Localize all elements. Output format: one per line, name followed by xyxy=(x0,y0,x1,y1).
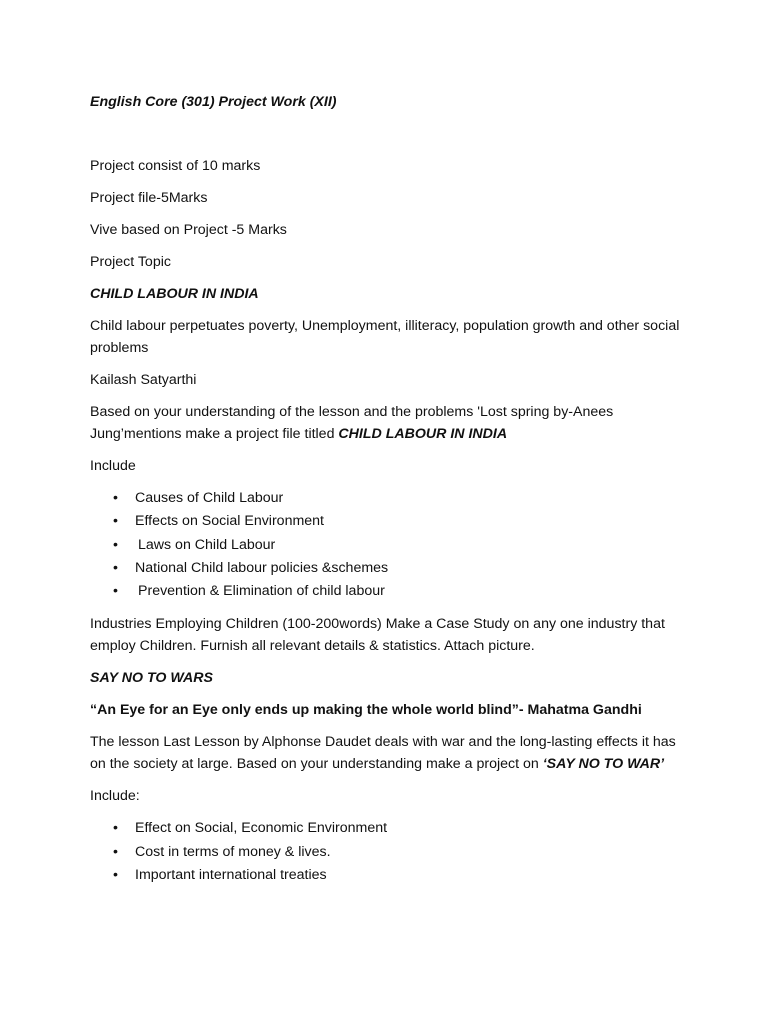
list-item: • Prevention & Elimination of child labour xyxy=(135,580,684,603)
lost-spring-paragraph-emphasis: CHILD LABOUR IN INDIA xyxy=(338,426,508,442)
list-item: • Important international treaties xyxy=(135,864,684,887)
intro-line-project-topic: Project Topic xyxy=(90,254,171,270)
last-lesson-paragraph-text: The lesson Last Lesson by Alphonse Daudet deals with war and the long-lasting effects it has on the society at large. Based on your understanding make a project on xyxy=(90,734,676,773)
intro-line-viva: Vive based on Project -5 Marks xyxy=(90,222,287,238)
list-item: • National Child labour policies &schemes xyxy=(135,557,684,580)
section-heading-say-no-to-wars: SAY NO TO WARS xyxy=(90,670,213,687)
gandhi-quote: “An Eye for an Eye only ends up making the whole world blind”- Mahatma Gandhi xyxy=(90,702,642,719)
author-name: Kailash Satyarthi xyxy=(90,372,197,388)
list-item: • Effect on Social, Economic Environment xyxy=(135,817,684,840)
case-study-paragraph: Industries Employing Children (100-200words) Make a Case Study on any one industry that employ Children. Furnish all relevant details & statistics. Attach picture. xyxy=(90,616,665,655)
intro-line-project-file: Project file-5Marks xyxy=(90,190,208,206)
document-title: English Core (301) Project Work (XII) xyxy=(90,94,337,110)
list-item: • Laws on Child Labour xyxy=(135,534,684,557)
list-item: • Cost in terms of money & lives. xyxy=(135,841,684,864)
section-heading-child-labour: CHILD LABOUR IN INDIA xyxy=(90,286,259,302)
last-lesson-paragraph xyxy=(90,731,684,775)
document-page xyxy=(90,91,684,897)
lost-spring-paragraph xyxy=(90,401,684,445)
include-label: Include xyxy=(90,458,136,474)
war-include-list xyxy=(90,817,684,887)
intro-line-marks: Project consist of 10 marks xyxy=(90,158,261,174)
child-labour-intro-paragraph: Child labour perpetuates poverty, Unemployment, illiteracy, population growth and other social problems xyxy=(90,318,680,356)
last-lesson-paragraph-emphasis: ‘SAY NO TO WAR’ xyxy=(542,756,665,773)
lost-spring-paragraph-text: Based on your understanding of the lesson and the problems 'Lost spring by-Anees Jung’mentions make a project file titled xyxy=(90,404,614,442)
list-item: • Effects on Social Environment xyxy=(135,510,684,533)
list-item: • Causes of Child Labour xyxy=(135,487,684,510)
include-label-wars: Include: xyxy=(90,788,140,805)
child-labour-include-list xyxy=(90,487,684,603)
